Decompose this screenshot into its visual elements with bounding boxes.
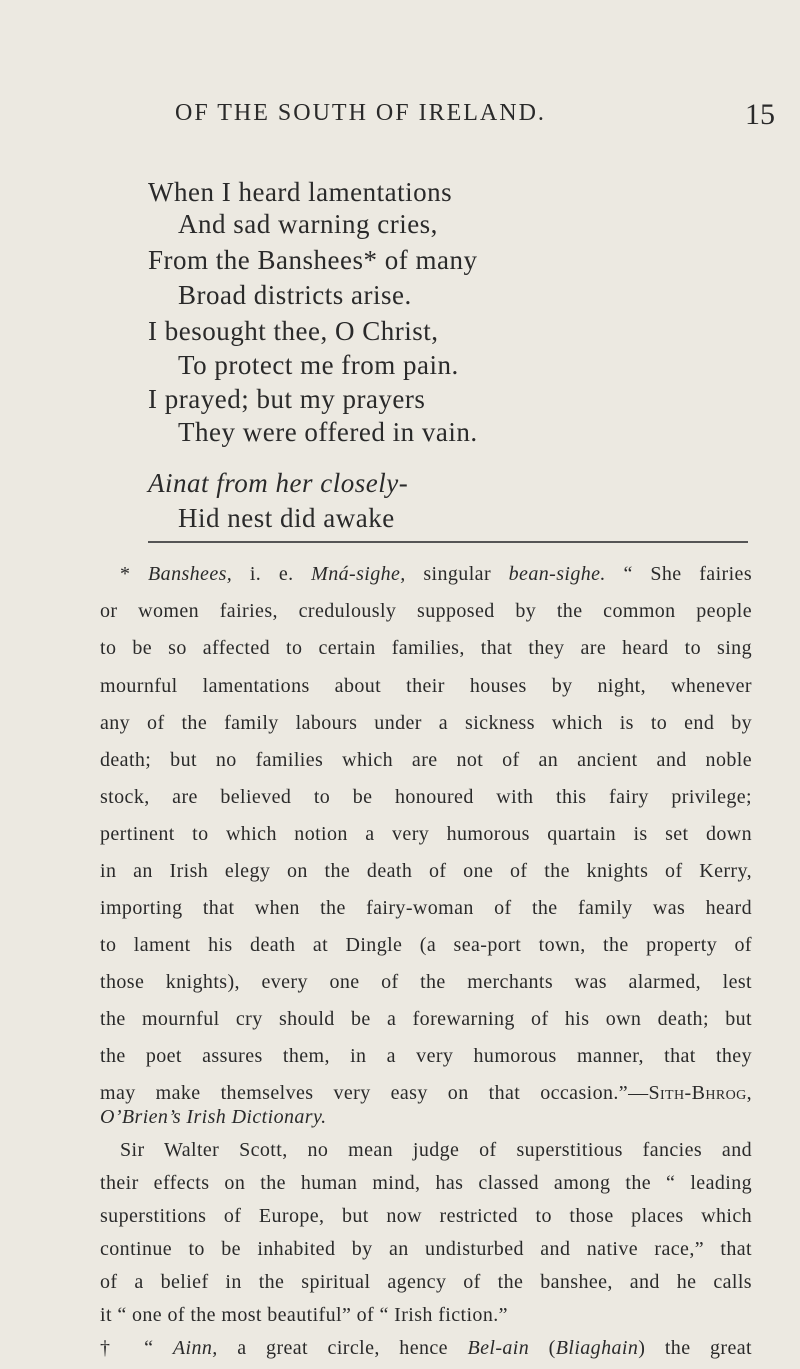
text-fragment: “ She fairies [605, 563, 752, 585]
footnote-line: superstitions of Europe, but now restricted to those places which [100, 1205, 752, 1227]
footnote-line: mournful lamentations about their houses by night, whenever [100, 675, 752, 697]
footnote-line: any of the family labours under a sickness which is to end by [100, 712, 752, 734]
footnote-line: to be so affected to certain families, that they are heard to sing [100, 637, 752, 659]
term-bliaghain: Bliaghain [555, 1337, 639, 1359]
running-head: OF THE SOUTH OF IRELAND. [175, 100, 546, 126]
term-bean-sighe: bean-sighe. [508, 563, 606, 585]
footnote-line: in an Irish elegy on the death of one of the knights of Kerry, [100, 860, 752, 882]
citation-sith-bhrog: Sith-Bhrog, [648, 1082, 752, 1104]
footnote-line: the mournful cry should be a forewarning of his own death; but [100, 1008, 752, 1030]
term-irish: Mná-sighe, [311, 563, 406, 585]
citation-dictionary: O’Brien’s Irish Dictionary. [100, 1106, 327, 1128]
footnote-ainn-line [100, 1336, 752, 1360]
footnote-line: pertinent to which notion a very humorous quartain is set down [100, 823, 752, 845]
footnote-line: or women fairies, credulously supposed by the common people [100, 600, 752, 622]
footnote-mark: * [120, 563, 149, 585]
poem-line: Broad districts arise. [178, 280, 412, 310]
poem-line: To protect me from pain. [178, 350, 459, 380]
text-fragment: i. e. [232, 563, 312, 585]
text-fragment: a great circle, hence [217, 1337, 468, 1359]
term-bel-ain: Bel-ain [467, 1337, 530, 1359]
text-fragment: ( [529, 1337, 556, 1359]
footnote-line: death; but no families which are not of an ancient and noble [100, 749, 752, 771]
poem-line: Hid nest did awake [178, 503, 395, 533]
poem-line: Ainat from her closely- [148, 468, 409, 498]
footnote-line [100, 1081, 752, 1105]
text-fragment: singular [405, 563, 509, 585]
footnote-line: the poet assures them, in a very humorous manner, that they [100, 1045, 752, 1067]
footnote-line: it “ one of the most beautiful” of “ Irish fiction.” [100, 1304, 508, 1326]
poem-line: I besought thee, O Christ, [148, 316, 439, 346]
footnote-line: importing that when the fairy-woman of the family was heard [100, 897, 752, 919]
footnote-rule [148, 541, 748, 543]
footnote-line: Sir Walter Scott, no mean judge of superstitious fancies and [120, 1139, 752, 1161]
footnote-line: continue to be inhabited by an undisturbed and native race,” that [100, 1238, 752, 1260]
poem-line: They were offered in vain. [178, 417, 478, 447]
footnote-line: to lament his death at Dingle (a sea-port town, the property of [100, 934, 752, 956]
footnote-line: of a belief in the spiritual agency of the banshee, and he calls [100, 1271, 752, 1293]
page-number: 15 [745, 98, 775, 131]
footnote-line: stock, are believed to be honoured with this fairy privilege; [100, 786, 752, 808]
footnote-mark: † “ [100, 1337, 173, 1359]
footnote-line: their effects on the human mind, has classed among the “ leading [100, 1172, 752, 1194]
term-ainn: Ainn, [172, 1337, 218, 1359]
footnote-line: those knights), every one of the merchants was alarmed, lest [100, 971, 752, 993]
poem-line: From the Banshees* of many [148, 245, 478, 275]
text-fragment: ) the great [638, 1337, 752, 1359]
poem-line: When I heard lamentations [148, 177, 453, 207]
poem-line: I prayed; but my prayers [148, 384, 426, 414]
poem-line: And sad warning cries, [178, 209, 438, 239]
term-banshees: Banshees, [148, 563, 233, 585]
text-fragment: may make themselves very easy on that occasion.”— [100, 1082, 649, 1104]
footnote-banshees-line [120, 562, 752, 586]
